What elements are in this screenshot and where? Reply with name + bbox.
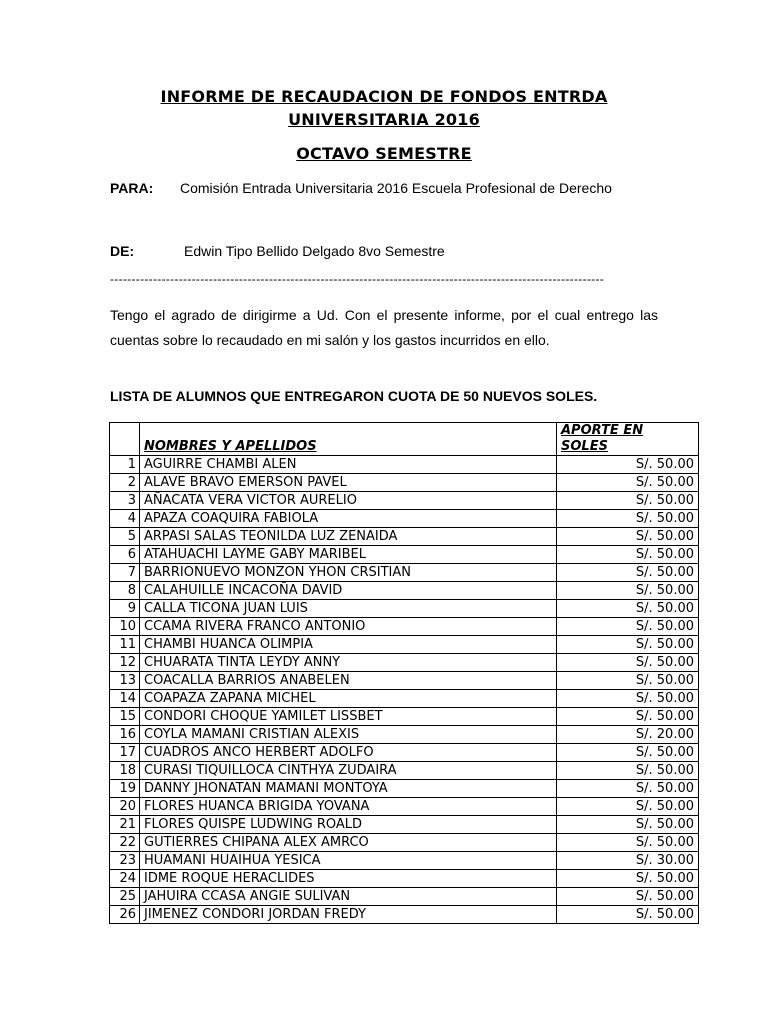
row-number: 9	[110, 600, 140, 618]
contribution-amount: S/. 50.00	[557, 510, 699, 528]
row-number: 10	[110, 618, 140, 636]
row-number: 11	[110, 636, 140, 654]
table-row	[110, 564, 699, 582]
contribution-amount: S/. 50.00	[557, 600, 699, 618]
contribution-amount: S/. 50.00	[557, 618, 699, 636]
row-number: 14	[110, 690, 140, 708]
contribution-amount: S/. 50.00	[557, 816, 699, 834]
table-row	[110, 528, 699, 546]
table-row	[110, 852, 699, 870]
student-name: HUAMANI HUAIHUA YESICA	[140, 852, 557, 870]
student-name: CUADROS ANCO HERBERT ADOLFO	[140, 744, 557, 762]
student-name: CALLA TICONA JUAN LUIS	[140, 600, 557, 618]
student-name: CHAMBI HUANCA OLIMPIA	[140, 636, 557, 654]
table-row	[110, 474, 699, 492]
de-value: Edwin Tipo Bellido Delgado 8vo Semestre	[184, 243, 445, 259]
contribution-amount: S/. 50.00	[557, 582, 699, 600]
table-row	[110, 708, 699, 726]
row-number: 3	[110, 492, 140, 510]
report-title-line1: INFORME DE RECAUDACION DE FONDOS ENTRDA	[160, 87, 608, 106]
table-header-row	[110, 423, 699, 456]
contribution-amount: S/. 50.00	[557, 780, 699, 798]
table-row	[110, 654, 699, 672]
student-name: APAZA COAQUIRA FABIOLA	[140, 510, 557, 528]
contribution-amount: S/. 50.00	[557, 798, 699, 816]
student-name: CURASI TIQUILLOCA CINTHYA ZUDAIRA	[140, 762, 557, 780]
table-row	[110, 636, 699, 654]
row-number: 7	[110, 564, 140, 582]
row-number: 4	[110, 510, 140, 528]
student-name: AGUIRRE CHAMBI ALEN	[140, 456, 557, 474]
row-number: 5	[110, 528, 140, 546]
table-row	[110, 780, 699, 798]
student-name: CALAHUILLE INCACOÑA DAVID	[140, 582, 557, 600]
row-number: 8	[110, 582, 140, 600]
student-name: GUTIERRES CHIPANA ALEX AMRCO	[140, 834, 557, 852]
row-number: 1	[110, 456, 140, 474]
contribution-amount: S/. 50.00	[557, 672, 699, 690]
contribution-amount: S/. 50.00	[557, 888, 699, 906]
table-row	[110, 582, 699, 600]
table-row	[110, 672, 699, 690]
student-name: ATAHUACHI LAYME GABY MARIBEL	[140, 546, 557, 564]
student-name: FLORES QUISPE LUDWING ROALD	[140, 816, 557, 834]
contribution-amount: S/. 50.00	[557, 564, 699, 582]
contribution-amount: S/. 50.00	[557, 690, 699, 708]
table-row	[110, 744, 699, 762]
header-amount-line1: APORTE EN	[561, 423, 644, 438]
contribution-amount: S/. 50.00	[557, 546, 699, 564]
header-name: NOMBRES Y APELLIDOS	[140, 423, 557, 456]
student-name: BARRIONUEVO MONZON YHON CRSITIAN	[140, 564, 557, 582]
header-amount-line2: SOLES	[561, 439, 608, 454]
contributions-table	[109, 422, 699, 924]
row-number: 23	[110, 852, 140, 870]
row-number: 6	[110, 546, 140, 564]
table-row	[110, 888, 699, 906]
student-name: CCAMA RIVERA FRANCO ANTONIO	[140, 618, 557, 636]
contribution-amount: S/. 50.00	[557, 492, 699, 510]
student-name: JIMENEZ CONDORI JORDAN FREDY	[140, 906, 557, 924]
contribution-amount: S/. 50.00	[557, 708, 699, 726]
student-name: COAPAZA ZAPANA MICHEL	[140, 690, 557, 708]
contribution-amount: S/. 50.00	[557, 870, 699, 888]
table-row	[110, 726, 699, 744]
student-name: CONDORI CHOQUE YAMILET LISSBET	[140, 708, 557, 726]
row-number: 25	[110, 888, 140, 906]
row-number: 12	[110, 654, 140, 672]
student-name: AÑACATA VERA VICTOR AURELIO	[140, 492, 557, 510]
contribution-amount: S/. 50.00	[557, 744, 699, 762]
student-name: DANNY JHONATAN MAMANI MONTOYA	[140, 780, 557, 798]
table-row	[110, 510, 699, 528]
table-row	[110, 870, 699, 888]
row-number: 17	[110, 744, 140, 762]
table-row	[110, 456, 699, 474]
contribution-amount: S/. 50.00	[557, 762, 699, 780]
contribution-amount: S/. 20.00	[557, 726, 699, 744]
row-number: 22	[110, 834, 140, 852]
table-row	[110, 906, 699, 924]
table-row	[110, 690, 699, 708]
contribution-amount: S/. 50.00	[557, 654, 699, 672]
student-name: ARPASI SALAS TEONILDA LUZ ZENAIDA	[140, 528, 557, 546]
contribution-amount: S/. 50.00	[557, 456, 699, 474]
header-number-cell	[110, 423, 140, 456]
row-number: 26	[110, 906, 140, 924]
header-amount	[557, 423, 699, 456]
table-row	[110, 492, 699, 510]
student-name: COACALLA BARRIOS ANABELEN	[140, 672, 557, 690]
report-subtitle: OCTAVO SEMESTRE	[296, 144, 472, 163]
row-number: 19	[110, 780, 140, 798]
table-row	[110, 834, 699, 852]
student-name: IDME ROQUE HERACLIDES	[140, 870, 557, 888]
row-number: 13	[110, 672, 140, 690]
body-paragraph: Tengo el agrado de dirigirme a Ud. Con el presente informe, por el cual entrego las cuentas sobre lo recaudado en mi salón y los gastos incurridos en ello.	[110, 307, 658, 348]
table-row	[110, 798, 699, 816]
row-number: 21	[110, 816, 140, 834]
contribution-amount: S/. 50.00	[557, 906, 699, 924]
para-value: Comisión Entrada Universitaria 2016 Escuela Profesional de Derecho	[180, 180, 612, 196]
contribution-amount: S/. 50.00	[557, 636, 699, 654]
student-name: FLORES HUANCA BRIGIDA YOVANA	[140, 798, 557, 816]
row-number: 20	[110, 798, 140, 816]
row-number: 18	[110, 762, 140, 780]
row-number: 16	[110, 726, 140, 744]
table-row	[110, 816, 699, 834]
row-number: 2	[110, 474, 140, 492]
list-title: LISTA DE ALUMNOS QUE ENTREGARON CUOTA DE 50 NUEVOS SOLES.	[110, 388, 598, 404]
contribution-amount: S/. 50.00	[557, 474, 699, 492]
table-row	[110, 618, 699, 636]
para-label: PARA:	[110, 180, 154, 196]
table-row	[110, 762, 699, 780]
table-row	[110, 546, 699, 564]
contribution-amount: S/. 30.00	[557, 852, 699, 870]
student-name: ALAVE BRAVO EMERSON PAVEL	[140, 474, 557, 492]
contribution-amount: S/. 50.00	[557, 528, 699, 546]
student-name: CHUARATA TINTA LEYDY ANNY	[140, 654, 557, 672]
de-label: DE:	[110, 243, 135, 259]
report-title-line2: UNIVERSITARIA 2016	[288, 110, 480, 129]
student-name: JAHUIRA CCASA ANGIE SULIVAN	[140, 888, 557, 906]
student-name: COYLA MAMANI CRISTIAN ALEXIS	[140, 726, 557, 744]
table-row	[110, 600, 699, 618]
separator-line: -------------------------------------------------------------------------------------------------------------------	[110, 272, 605, 286]
row-number: 24	[110, 870, 140, 888]
contribution-amount: S/. 50.00	[557, 834, 699, 852]
row-number: 15	[110, 708, 140, 726]
